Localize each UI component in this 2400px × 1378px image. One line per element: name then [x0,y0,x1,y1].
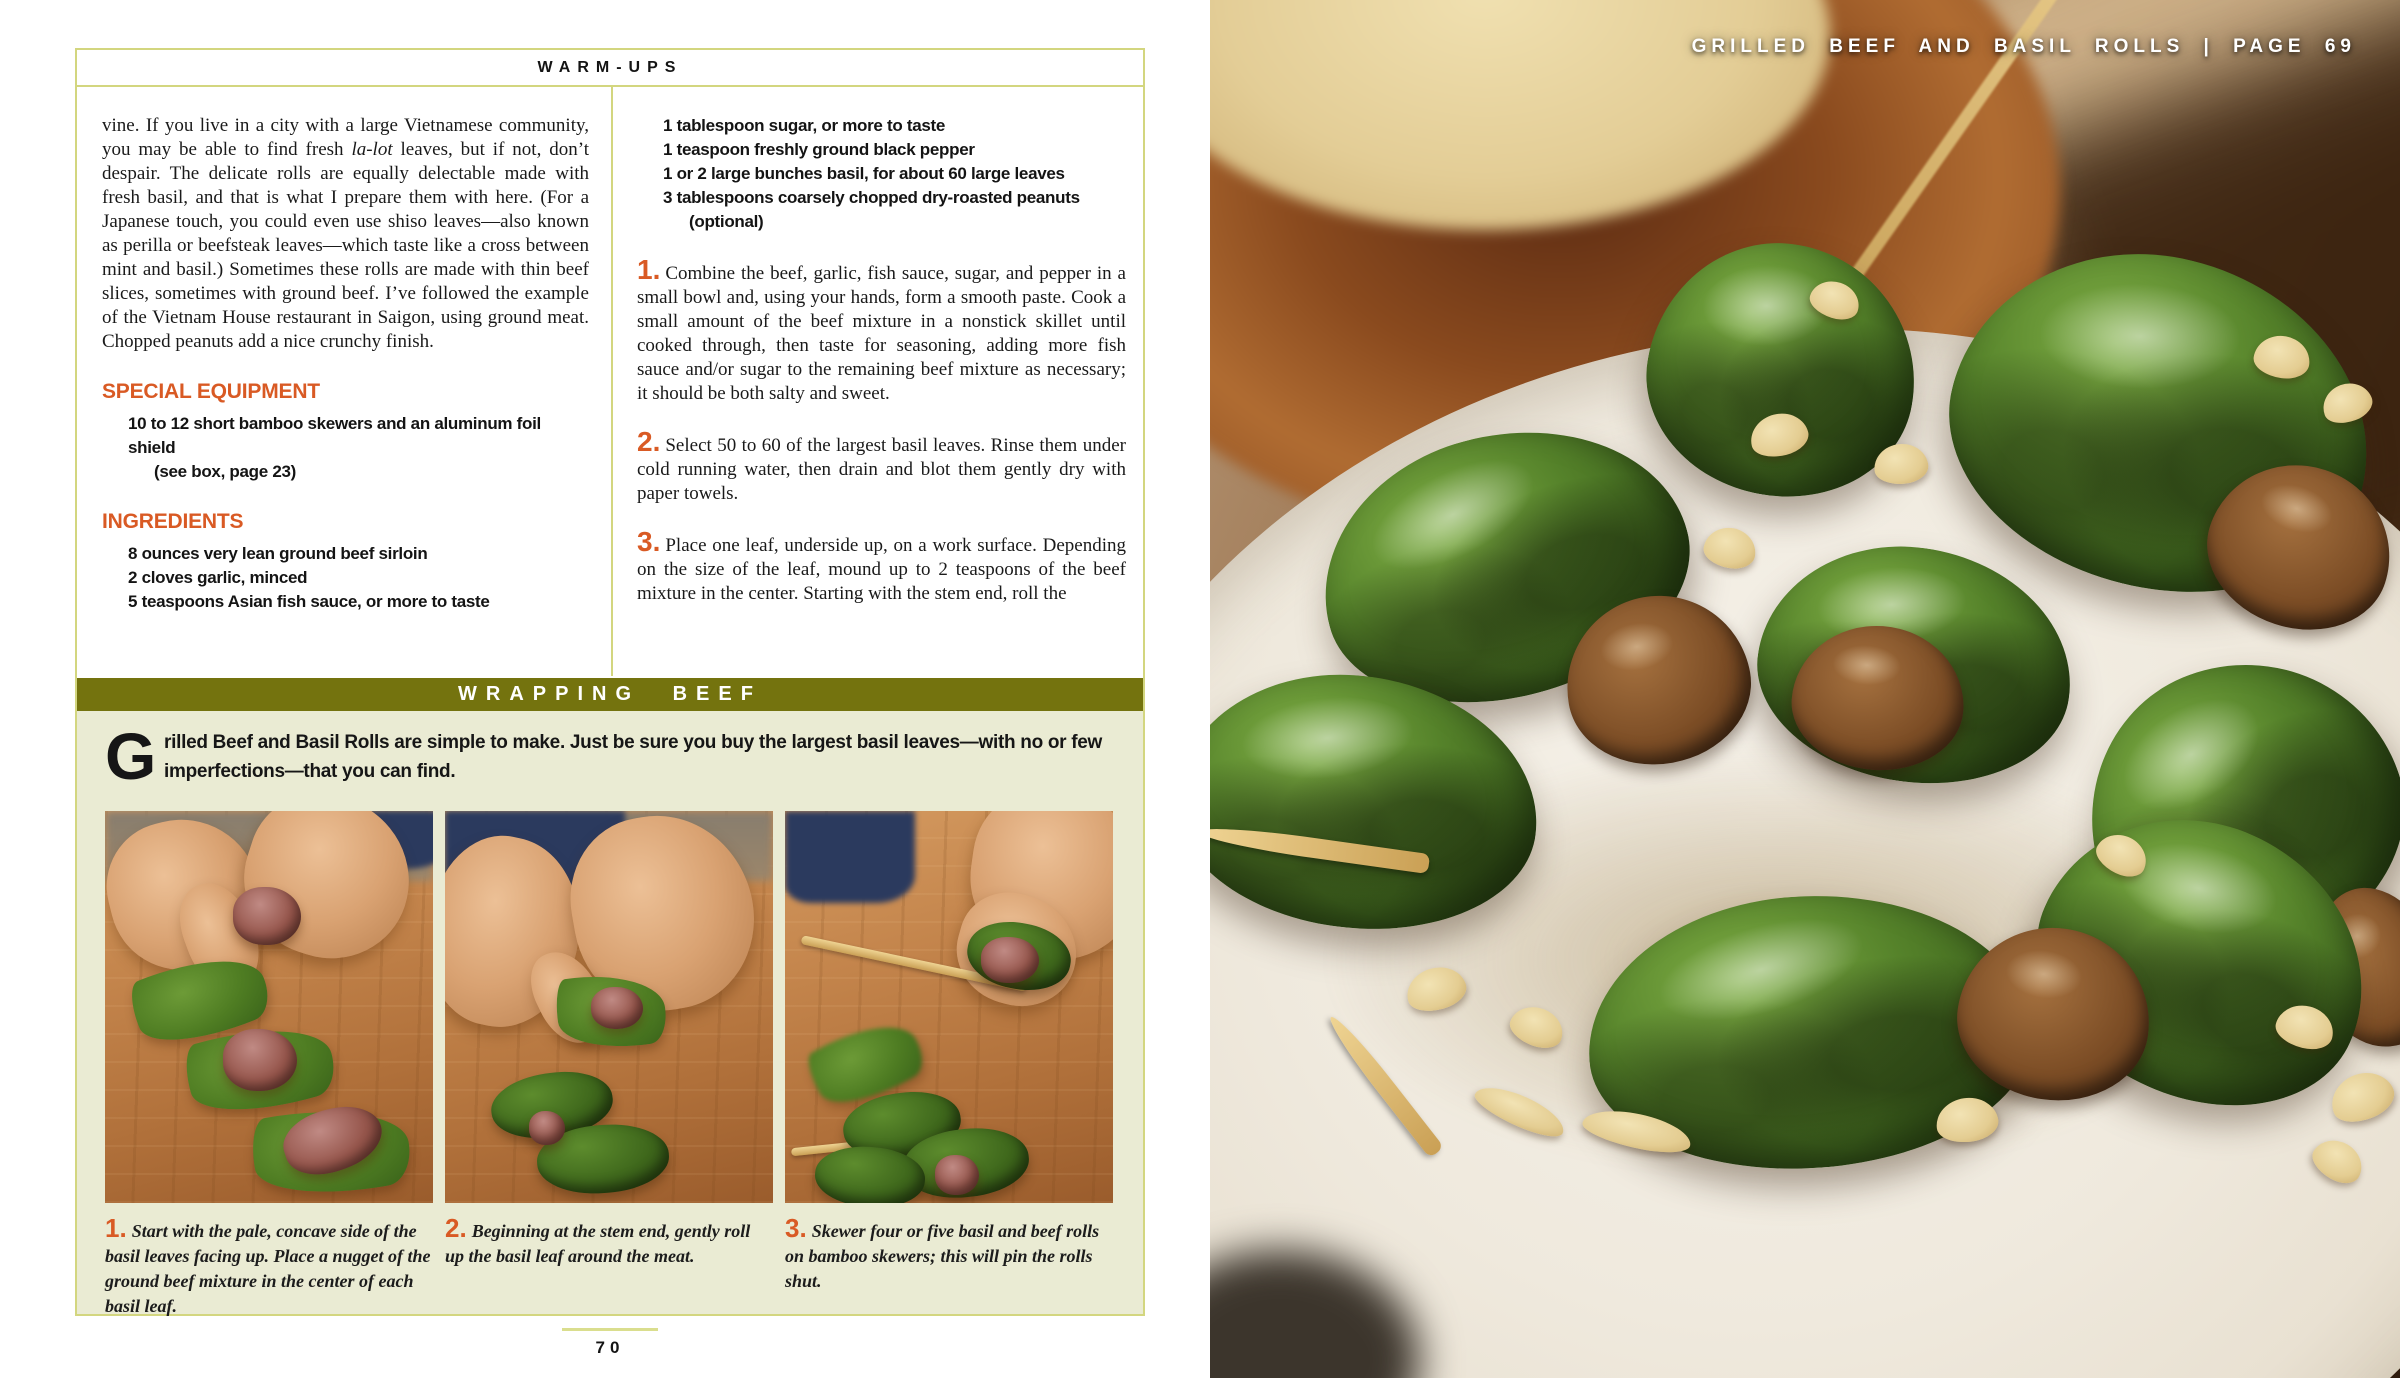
dish-photo-page [1210,0,2400,1378]
meat-nugget [529,1111,565,1145]
ingredient-item: 1 teaspoon freshly ground black pepper [663,140,975,159]
technique-box [77,711,1143,1314]
sleeve [785,811,915,903]
ingredient-item: 2 cloves garlic, minced [128,568,308,587]
meat-nugget [981,937,1039,983]
photo-caption-3 [785,1213,1113,1319]
photo-page-header: GRILLED BEEF AND BASIL ROLLS | PAGE 69 [1691,36,2356,57]
step-photo-1 [105,811,433,1203]
step-text: Combine the beef, garlic, fish sauce, sugar, and pepper in a small bowl and, using your hands, form a smooth paste. Cook a small amount of the beef mixture in a nonstick skillet until cooked through, then taste for seasoning, adding more fish sauce and/or sugar to the remaining beef mixture as necessary; it should be both salty and sweet. [637,263,1126,404]
page-number-block [75,1328,1145,1358]
column-divider [611,87,613,676]
ingredient-item: 5 teaspoons Asian fish sauce, or more to taste [128,592,490,611]
step-number: 3. [637,526,661,557]
intro-text-1: vine. If you live in a city with a large Vietnamese community, you may be able to find fresh [102,115,589,160]
photo-caption-2 [445,1213,773,1319]
caption-number: 2. [445,1213,467,1243]
meat-nugget [935,1155,979,1195]
caption-number: 3. [785,1213,807,1243]
banner-title: WRAPPING BEEF [458,683,762,705]
recipe-step-1 [637,254,1126,406]
photo-caption-1 [105,1213,433,1319]
caption-number: 1. [105,1213,127,1243]
right-column [637,114,1126,606]
ingredient-item: 3 tablespoons coarsely chopped dry-roasted peanuts [663,188,1080,207]
left-column [102,114,589,614]
recipe-step-2 [637,426,1126,506]
recipe-intro-paragraph [102,114,589,354]
step-photo-2 [445,811,773,1203]
photo-captions-row [105,1213,1113,1319]
intro-text-2: leaves, but if not, don’t despair. The delicate rolls are equally delectable made with fresh basil, and that is what I prepare them with here. (For a Japanese touch, you could even use shiso leaves—also known as perilla or beefsteak leaves—which taste like a cross between mint and basil.) Sometimes these rolls are made with thin beef slices, sometimes with ground beef. I’ve followed the example of the Vietnam House restaurant in Saigon, using ground meat. Chopped peanuts add a nice crunchy finish. [102,139,589,352]
intro-italic-term: la-lot [351,139,393,160]
caption-text: Start with the pale, concave side of the basil leaves facing up. Place a nugget of the ground beef mixture in the center of each basil leaf. [105,1221,431,1316]
page-header [77,50,1143,87]
recipe-step-3 [637,526,1126,606]
ingredient-item: 8 ounces very lean ground beef sirloin [128,544,428,563]
step-photo-3 [785,811,1113,1203]
page-number: 70 [595,1338,625,1357]
special-equipment-heading: SPECIAL EQUIPMENT [102,380,320,403]
step-number: 2. [637,426,661,457]
step-text: Select 50 to 60 of the largest basil leaves. Rinse them under cold running water, then drain and blot them gently dry with paper towels. [637,435,1126,504]
caption-text: Beginning at the stem end, gently roll up the basil leaf around the meat. [445,1221,751,1266]
equipment-item-continuation: (see box, page 23) [154,462,296,481]
caption-text: Skewer four or five basil and beef rolls on bamboo skewers; this will pin the rolls shut. [785,1221,1100,1291]
dropcap-letter: G [105,719,157,793]
technique-intro-text: rilled Beef and Basil Rolls are simple to make. Just be sure you buy the largest basil leaves—with no or few imperfections—that you can find. [164,732,1103,782]
step-photos-row [105,811,1113,1203]
ingredients-heading: INGREDIENTS [102,510,244,533]
technique-box-banner [77,678,1143,711]
meat-nugget [233,887,301,945]
chapter-title: WARM-UPS [537,58,683,76]
technique-box-intro [105,719,1113,793]
page-frame [75,48,1145,1316]
step-number: 1. [637,254,661,285]
ingredient-item-continuation: (optional) [689,212,764,231]
ingredient-item: 1 or 2 large bunches basil, for about 60 large leaves [663,164,1065,183]
meat-nugget [591,987,643,1029]
equipment-item: 10 to 12 short bamboo skewers and an aluminum foil shield [128,414,541,457]
ingredient-item: 1 tablespoon sugar, or more to taste [663,116,946,135]
step-text: Place one leaf, underside up, on a work surface. Depending on the size of the leaf, mound up to 2 teaspoons of the beef mixture in the center. Starting with the stem end, roll the [637,535,1126,604]
folio-rule [562,1328,658,1331]
meat-nugget [223,1029,297,1091]
